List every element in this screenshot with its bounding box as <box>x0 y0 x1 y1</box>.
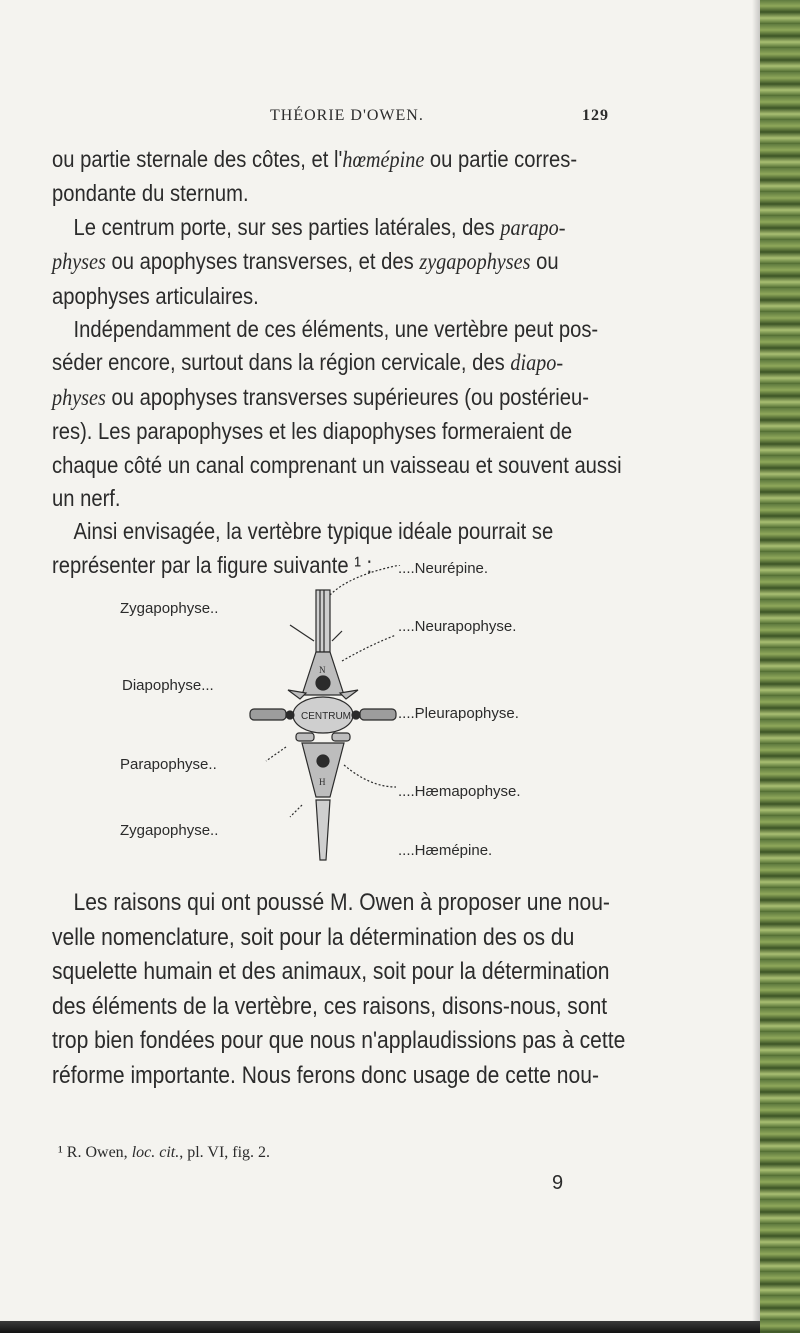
text-line <box>52 955 610 990</box>
text-line <box>52 177 534 210</box>
haemal-letter: H <box>319 777 326 787</box>
text-run: ou <box>530 248 559 275</box>
text-run: Le centrum porte, sur ses parties latérales, des <box>73 213 501 240</box>
footnote <box>58 1144 270 1162</box>
text-run: squelette humain et des animaux, soit pour la détermination <box>52 958 610 985</box>
italic-term: physes <box>52 249 106 276</box>
text-line <box>52 415 573 448</box>
pleurapophyse-right <box>360 709 396 720</box>
text-run: ou partie corres- <box>424 146 578 172</box>
text-line <box>52 313 599 346</box>
text-run: séder encore, surtout dans la région cervicale, des <box>52 349 511 376</box>
label-zygapophyse-bottom: Zygapophyse.. <box>120 822 219 839</box>
text-run: velle nomenclature, soit pour la détermination des os du <box>52 923 575 951</box>
neural-letter: N <box>319 665 326 675</box>
italic-term: zygapophyses <box>419 249 531 276</box>
text-line <box>52 280 534 313</box>
text-run: trop bien fondées pour que nous n'applaudissions pas à cette <box>52 1027 626 1054</box>
footnote-marker: ¹ <box>58 1144 63 1161</box>
text-line <box>52 1024 626 1059</box>
label-haemepine: ....Hæmépine. <box>398 842 493 859</box>
italic-term: parapo- <box>500 214 566 241</box>
text-line <box>52 921 575 956</box>
text-line <box>52 381 589 415</box>
binding-shadow <box>752 0 760 1333</box>
label-zygapophyse-top: Zygapophyse.. <box>120 600 219 617</box>
page-bottom-edge <box>0 1321 760 1333</box>
page-number: 129 <box>582 107 609 124</box>
text-run: apophyses articulaires. <box>52 282 259 309</box>
text-run: réforme importante. Nous ferons donc usage de cette nou- <box>52 1061 599 1089</box>
text-run: chaque côté un canal comprenant un vaisseau et souvent aussi <box>52 451 622 478</box>
italic-term: diapo- <box>510 350 564 377</box>
footnote-rest: , pl. VI, fig. 2. <box>179 1144 271 1161</box>
signature-mark: 9 <box>552 1172 564 1194</box>
text-line <box>52 990 608 1025</box>
text-line <box>52 449 622 482</box>
book-binding-edge <box>760 0 800 1333</box>
text-run: ou apophyses transverses, et des <box>105 248 420 275</box>
pleurapophyse-left <box>250 709 286 720</box>
text-line <box>52 515 554 548</box>
text-run: Indépendamment de ces éléments, une vertèbre peut pos- <box>73 316 599 343</box>
text-run: pondante du sternum. <box>52 180 249 207</box>
label-diapophyse: Diapophyse... <box>122 677 214 694</box>
text-run: des éléments de la vertèbre, ces raisons, disons-nous, sont <box>52 992 608 1020</box>
text-line <box>52 346 564 380</box>
text-run: Les raisons qui ont poussé M. Owen à proposer une nou- <box>73 889 610 916</box>
text-line <box>52 245 559 279</box>
neural-canal <box>316 676 330 690</box>
vertebra-diagram <box>230 565 420 865</box>
text-run: Ainsi envisagée, la vertèbre typique idéale pourrait se <box>73 518 554 545</box>
italic-term: hœmépine <box>342 147 425 173</box>
haemal-arch-shape <box>302 743 344 797</box>
haemal-canal <box>317 755 329 767</box>
label-neurapophyse: ....Neurapophyse. <box>398 618 517 635</box>
text-run: ou apophyses transverses supérieures (ou postérieu- <box>105 383 589 410</box>
text-line <box>52 886 610 921</box>
footnote-text: R. Owen, <box>62 1144 132 1161</box>
footnote-italic: loc. cit. <box>131 1144 180 1161</box>
label-parapophyse: Parapophyse.. <box>120 756 217 773</box>
text-line <box>52 482 534 515</box>
italic-term: physes <box>52 384 106 411</box>
text-line <box>52 143 578 177</box>
label-pleurapophyse: ....Pleurapophyse. <box>398 705 519 722</box>
text-run: un nerf. <box>52 485 121 512</box>
neurepine-shape <box>316 590 330 652</box>
text-line <box>52 1059 599 1094</box>
paragraph-1 <box>52 143 622 582</box>
label-haemapophyse: ....Hæmapophyse. <box>398 783 521 800</box>
text-line <box>52 211 566 245</box>
text-run: res). Les parapophyses et les diapophyses formeraient de <box>52 418 573 445</box>
text-run: représenter par la figure suivante ¹ : <box>52 551 373 578</box>
label-neurepine: ....Neurépine. <box>398 560 489 577</box>
running-title: THÉORIE D'OWEN. <box>270 107 424 124</box>
centrum-label: CENTRUM <box>301 711 351 722</box>
text-run: ou partie sternale des côtes, et l' <box>52 146 343 172</box>
haemepine-shape <box>316 800 330 860</box>
paragraph-2 <box>52 886 626 1093</box>
